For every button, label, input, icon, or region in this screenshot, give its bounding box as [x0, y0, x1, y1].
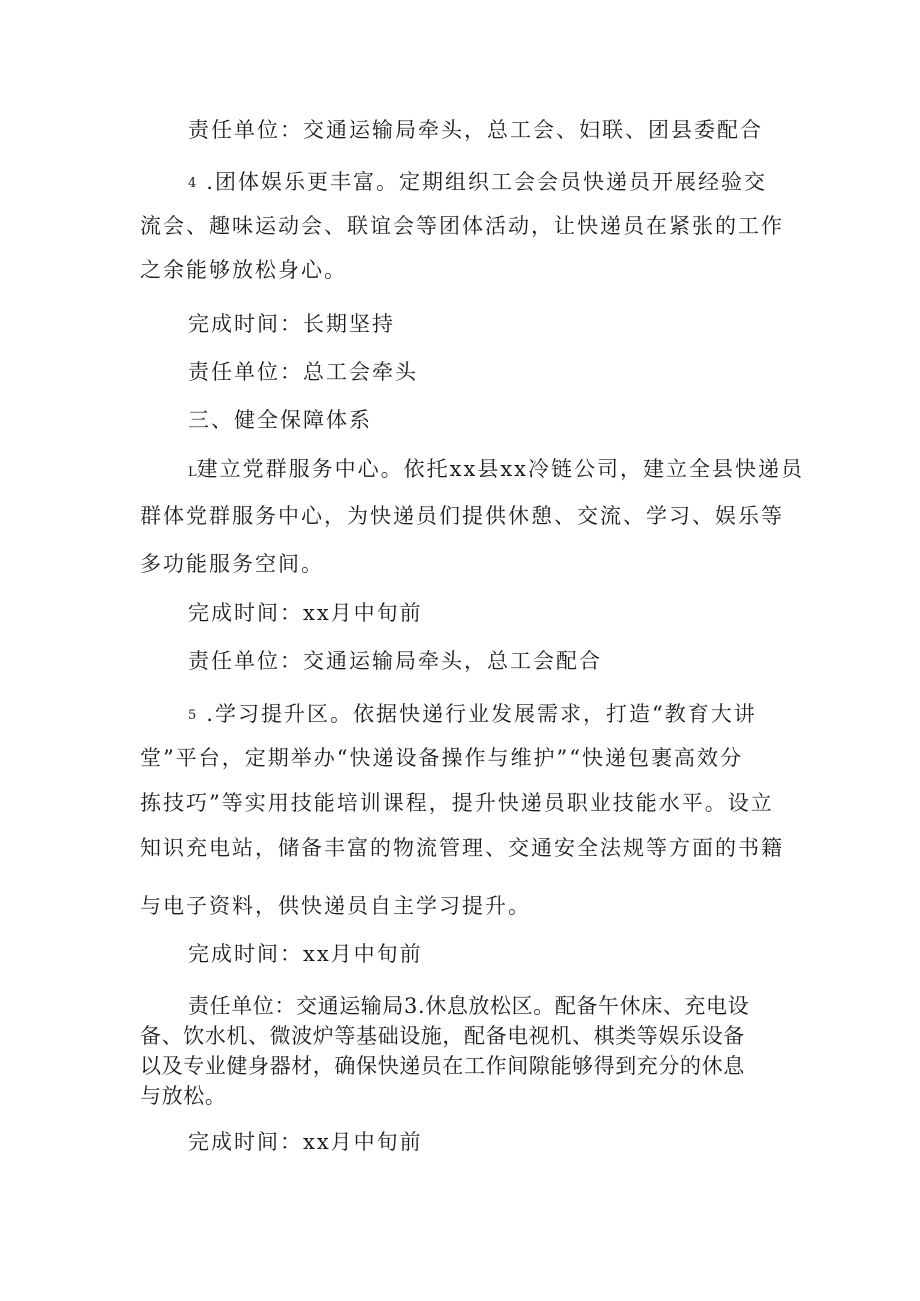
responsibility-line-2: 责任单位：总工会牵头: [188, 360, 418, 384]
item-5-line-4: 知识充电站，储备丰富的物流管理、交通安全法规等方面的书籍: [140, 836, 784, 860]
item-text: .学习提升区。依据快递行业发展需求，打造“教育大讲: [206, 702, 757, 726]
item-1-line-3: 多功能服务空间。: [140, 552, 324, 576]
item-5-line-2: 堂”平台，定期举办“快递设备操作与维护”“快递包裹高效分: [140, 746, 743, 770]
completion-time-line-1: 完成时间：长期坚持: [188, 312, 395, 336]
rest-area-line-3: 以及专业健身器材，确保快递员在工作间隙能够得到充分的休息: [140, 1054, 745, 1078]
responsibility-line-3: 责任单位：交通运输局牵头，总工会配合: [188, 649, 602, 673]
item-1-line-1: [188, 457, 804, 485]
completion-time-line-3: 完成时间：xx月中旬前: [188, 942, 423, 966]
item-5-line-1: [188, 702, 757, 728]
section-heading: 三、健全保障体系: [188, 408, 372, 432]
item-text: 建立党群服务中心。依托xx县xx冷链公司，建立全县快递员: [196, 457, 805, 481]
item-marker: L: [188, 465, 197, 480]
item-number: 4: [188, 175, 197, 191]
item-4-line-3: 之余能够放松身心。: [140, 258, 347, 282]
item-4-line-1: [188, 170, 767, 196]
completion-time-line-4: 完成时间：xx月中旬前: [188, 1130, 423, 1154]
item-4-line-2: 流会、趣味运动会、联谊会等团体活动，让快递员在紧张的工作: [140, 214, 784, 238]
rest-area-line-4: 与放松。: [140, 1084, 227, 1108]
completion-time-line-2: 完成时间：xx月中旬前: [188, 601, 423, 625]
item-number: 5: [188, 707, 197, 723]
item-5-line-5: 与电子资料，供快递员自主学习提升。: [140, 894, 531, 918]
responsibility-line-4: 责任单位：交通运输局3.休息放松区。配备午休床、充电设: [188, 994, 750, 1018]
item-1-line-2: 群体党群服务中心，为快递员们提供休憩、交流、学习、娱乐等: [140, 504, 784, 528]
responsibility-line-1: 责任单位：交通运输局牵头，总工会、妇联、团县委配合: [188, 118, 763, 142]
item-5-line-3: 拣技巧”等实用技能培训课程，提升快递员职业技能水平。设立: [140, 791, 774, 815]
item-text: .团体娱乐更丰富。定期组织工会会员快递员开展经验交: [206, 170, 767, 194]
rest-area-line-2: 备、饮水机、微波炉等基础设施，配备电视机、棋类等娱乐设备: [140, 1024, 745, 1048]
